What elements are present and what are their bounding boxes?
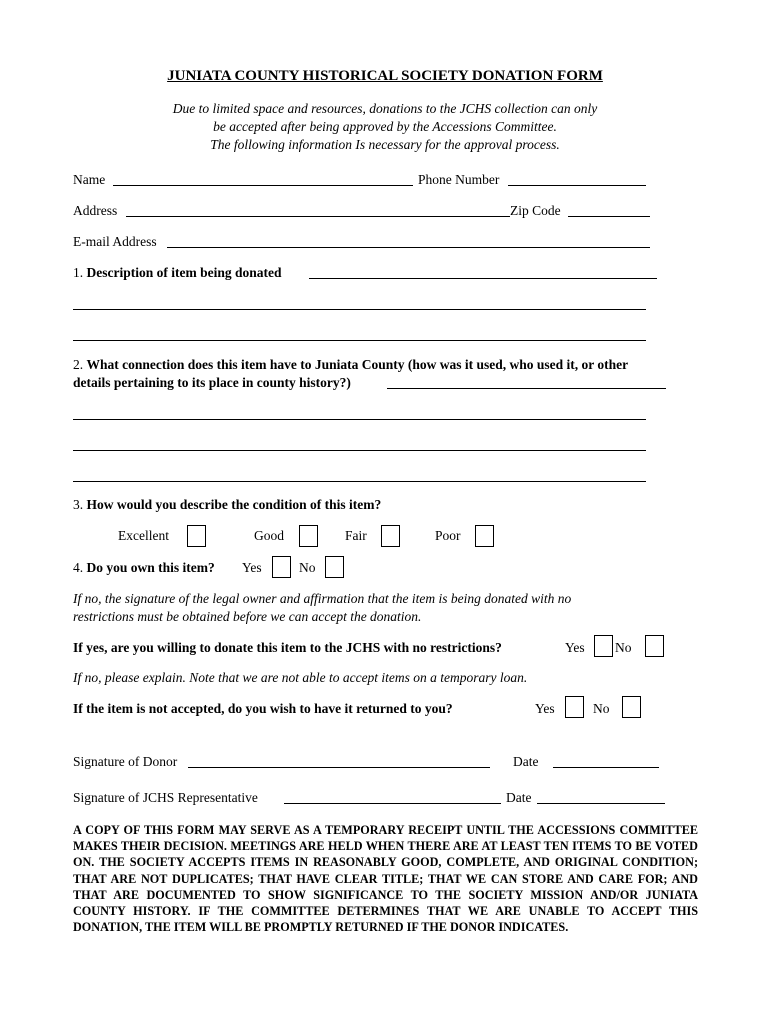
description-line-3[interactable]	[73, 340, 646, 341]
return-no-label: No	[593, 701, 610, 716]
condition-poor-checkbox[interactable]	[475, 525, 494, 547]
condition-poor-label: Poor	[435, 528, 461, 543]
address-field[interactable]	[126, 216, 510, 217]
return-no-checkbox[interactable]	[622, 696, 641, 718]
intro-line-2: be accepted after being approved by the Accessions Committee.	[213, 119, 557, 134]
name-field[interactable]	[113, 185, 413, 186]
question-4-number: 4.	[73, 560, 84, 575]
question-3-text: How would you describe the condition of this item?	[86, 497, 382, 512]
condition-good-checkbox[interactable]	[299, 525, 318, 547]
rep-signature-field[interactable]	[284, 803, 501, 804]
connection-line-2[interactable]	[73, 419, 646, 420]
phone-label: Phone Number	[418, 172, 500, 187]
rep-signature-label: Signature of JCHS Representative	[73, 790, 258, 805]
question-2-line-1	[73, 357, 628, 373]
question-3	[73, 497, 381, 513]
question-1	[73, 265, 282, 281]
connection-line-4[interactable]	[73, 481, 646, 482]
condition-fair-label: Fair	[345, 528, 367, 543]
own-yes-checkbox[interactable]	[272, 556, 291, 578]
restrictions-yes-label: Yes	[565, 640, 585, 655]
intro-line-1: Due to limited space and resources, donations to the JCHS collection can only	[172, 101, 598, 116]
question-1-number: 1.	[73, 265, 84, 280]
rep-date-field[interactable]	[537, 803, 665, 804]
explain-note: If no, please explain. Note that we are not able to accept items on a temporary loan.	[73, 670, 528, 685]
condition-fair-checkbox[interactable]	[381, 525, 400, 547]
restrictions-no-checkbox[interactable]	[645, 635, 664, 657]
question-2-number: 2.	[73, 357, 84, 372]
connection-field[interactable]	[387, 388, 666, 389]
question-2-text: What connection does this item have to Juniata County (how was it used, who used it, or other	[86, 357, 629, 372]
receipt-notice: A COPY OF THIS FORM MAY SERVE AS A TEMPORARY RECEIPT UNTIL THE ACCESSIONS COMMITTEE MAKES THEIR DECISION. MEETINGS ARE HELD WHEN THERE ARE AT LEAST TEN ITEMS TO BE VOTED ON. THE SOCIETY ACCEPTS ITEMS IN REASONABLY GOOD, COMPLETE, AND ORIGINAL CONDITION; THAT ARE NOT DUPLICATES; THAT HAVE CLEAR TITLE; THAT WE CAN STORE AND CARE FOR; AND THAT ARE DOCUMENTED TO SHOW SIGNIFICANCE TO THE SOCIETY MISSION AND/OR JUNIATA COUNTY HISTORY. IF THE COMMITTEE DETERMINES THAT WE ARE UNABLE TO ACCEPT THIS DONATION, THE ITEM WILL BE PROMPTLY RETURNED IF THE DONOR INDICATES.	[73, 823, 698, 935]
address-label: Address	[73, 203, 118, 218]
owner-note-line-1: If no, the signature of the legal owner and affirmation that the item is being donated with no	[73, 591, 572, 606]
form-title: JUNIATA COUNTY HISTORICAL SOCIETY DONATION FORM	[167, 68, 603, 84]
restrictions-no-label: No	[615, 640, 632, 655]
owner-note-line-2: restrictions must be obtained before we can accept the donation.	[73, 609, 422, 624]
return-yes-checkbox[interactable]	[565, 696, 584, 718]
condition-good-label: Good	[254, 528, 284, 543]
question-4	[73, 560, 215, 576]
restrictions-yes-checkbox[interactable]	[594, 635, 613, 657]
own-no-checkbox[interactable]	[325, 556, 344, 578]
return-question: If the item is not accepted, do you wish to have it returned to you?	[73, 701, 453, 716]
email-label: E-mail Address	[73, 234, 157, 249]
description-field[interactable]	[309, 278, 657, 279]
condition-excellent-checkbox[interactable]	[187, 525, 206, 547]
donor-signature-label: Signature of Donor	[73, 754, 178, 769]
question-3-number: 3.	[73, 497, 84, 512]
question-2-line-2: details pertaining to its place in county history?)	[73, 375, 351, 390]
zip-label: Zip Code	[510, 203, 561, 218]
donor-signature-field[interactable]	[188, 767, 490, 768]
name-label: Name	[73, 172, 106, 187]
donor-date-field[interactable]	[553, 767, 659, 768]
restrictions-question: If yes, are you willing to donate this item to the JCHS with no restrictions?	[73, 640, 502, 655]
connection-line-3[interactable]	[73, 450, 646, 451]
own-no-label: No	[299, 560, 316, 575]
zip-field[interactable]	[568, 216, 650, 217]
description-line-2[interactable]	[73, 309, 646, 310]
rep-date-label: Date	[506, 790, 532, 805]
donor-date-label: Date	[513, 754, 539, 769]
phone-field[interactable]	[508, 185, 646, 186]
condition-excellent-label: Excellent	[118, 528, 169, 543]
email-field[interactable]	[167, 247, 650, 248]
question-1-text: Description of item being donated	[86, 265, 282, 280]
question-4-text: Do you own this item?	[86, 560, 215, 575]
intro-line-3: The following information Is necessary for the approval process.	[210, 137, 560, 152]
return-yes-label: Yes	[535, 701, 555, 716]
own-yes-label: Yes	[242, 560, 262, 575]
